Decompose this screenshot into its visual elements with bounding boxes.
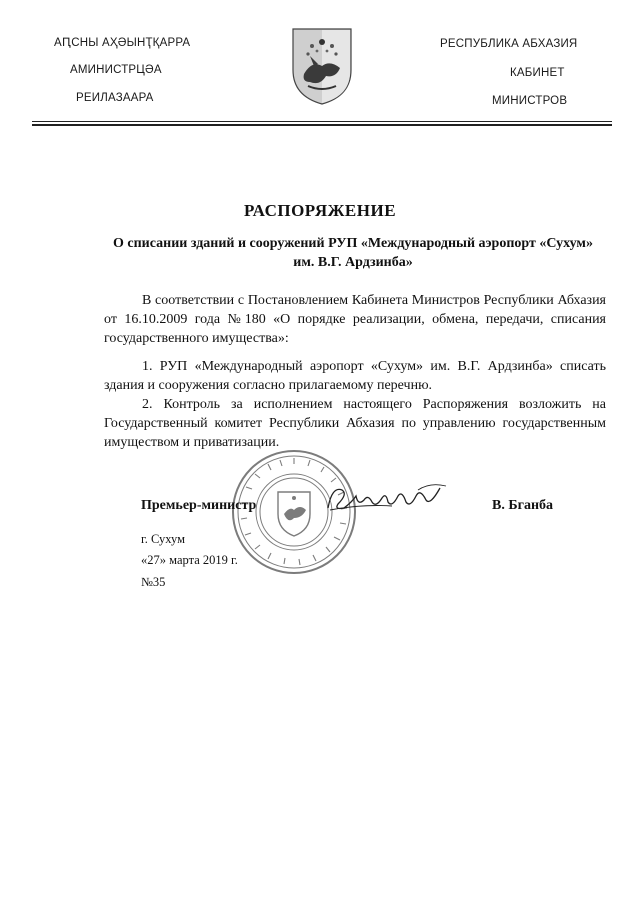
signatory-role: Премьер-министр: [141, 498, 257, 513]
paragraph-preamble: В соответствии с Постановлением Кабинета Министров Республики Абхазия от 16.10.2009 года №180 «О порядке реализации, обмена, передачи, списания государственного имущества»:: [104, 293, 606, 346]
header-right-line-3: МИНИСТРОВ: [492, 95, 568, 107]
document-subject: О списании зданий и сооружений РУП «Международный аэропорт «Сухум» им. В.Г. Ардзинба»: [113, 236, 593, 270]
document-date: «27» марта 2019 г.: [141, 553, 238, 567]
paragraph-item-1: 1. РУП «Международный аэропорт «Сухум» им. В.Г. Ардзинба» списать здания и сооружения согласно прилагаемому перечню.: [104, 359, 606, 393]
document-number: №35: [141, 575, 166, 589]
header-right-line-1: РЕСПУБЛИКА АБХАЗИЯ: [440, 38, 578, 50]
paragraph-item-2: 2. Контроль за исполнением настоящего Распоряжения возложить на Государственный комитет Республики Абхазия по управлению государственным имуществом и приватизации.: [104, 397, 606, 450]
header-divider-thick: [32, 124, 612, 126]
handwritten-signature: [322, 478, 452, 520]
header-right-line-2: КАБИНЕТ: [510, 67, 565, 79]
coat-of-arms-emblem: [290, 26, 354, 106]
header-divider-thin: [32, 121, 612, 122]
header-left-line-1: АԤСНЫ АҲӘЫНҬҚАРРА: [54, 37, 191, 49]
signatory-name: В. Бганба: [492, 498, 554, 513]
header-left-line-2: АМИНИСТРЦӘА: [70, 64, 162, 76]
document-title: РАСПОРЯЖЕНИЕ: [243, 201, 397, 220]
document-place: г. Сухум: [141, 532, 186, 546]
header-left-line-3: РЕИЛАЗААРА: [76, 92, 154, 104]
